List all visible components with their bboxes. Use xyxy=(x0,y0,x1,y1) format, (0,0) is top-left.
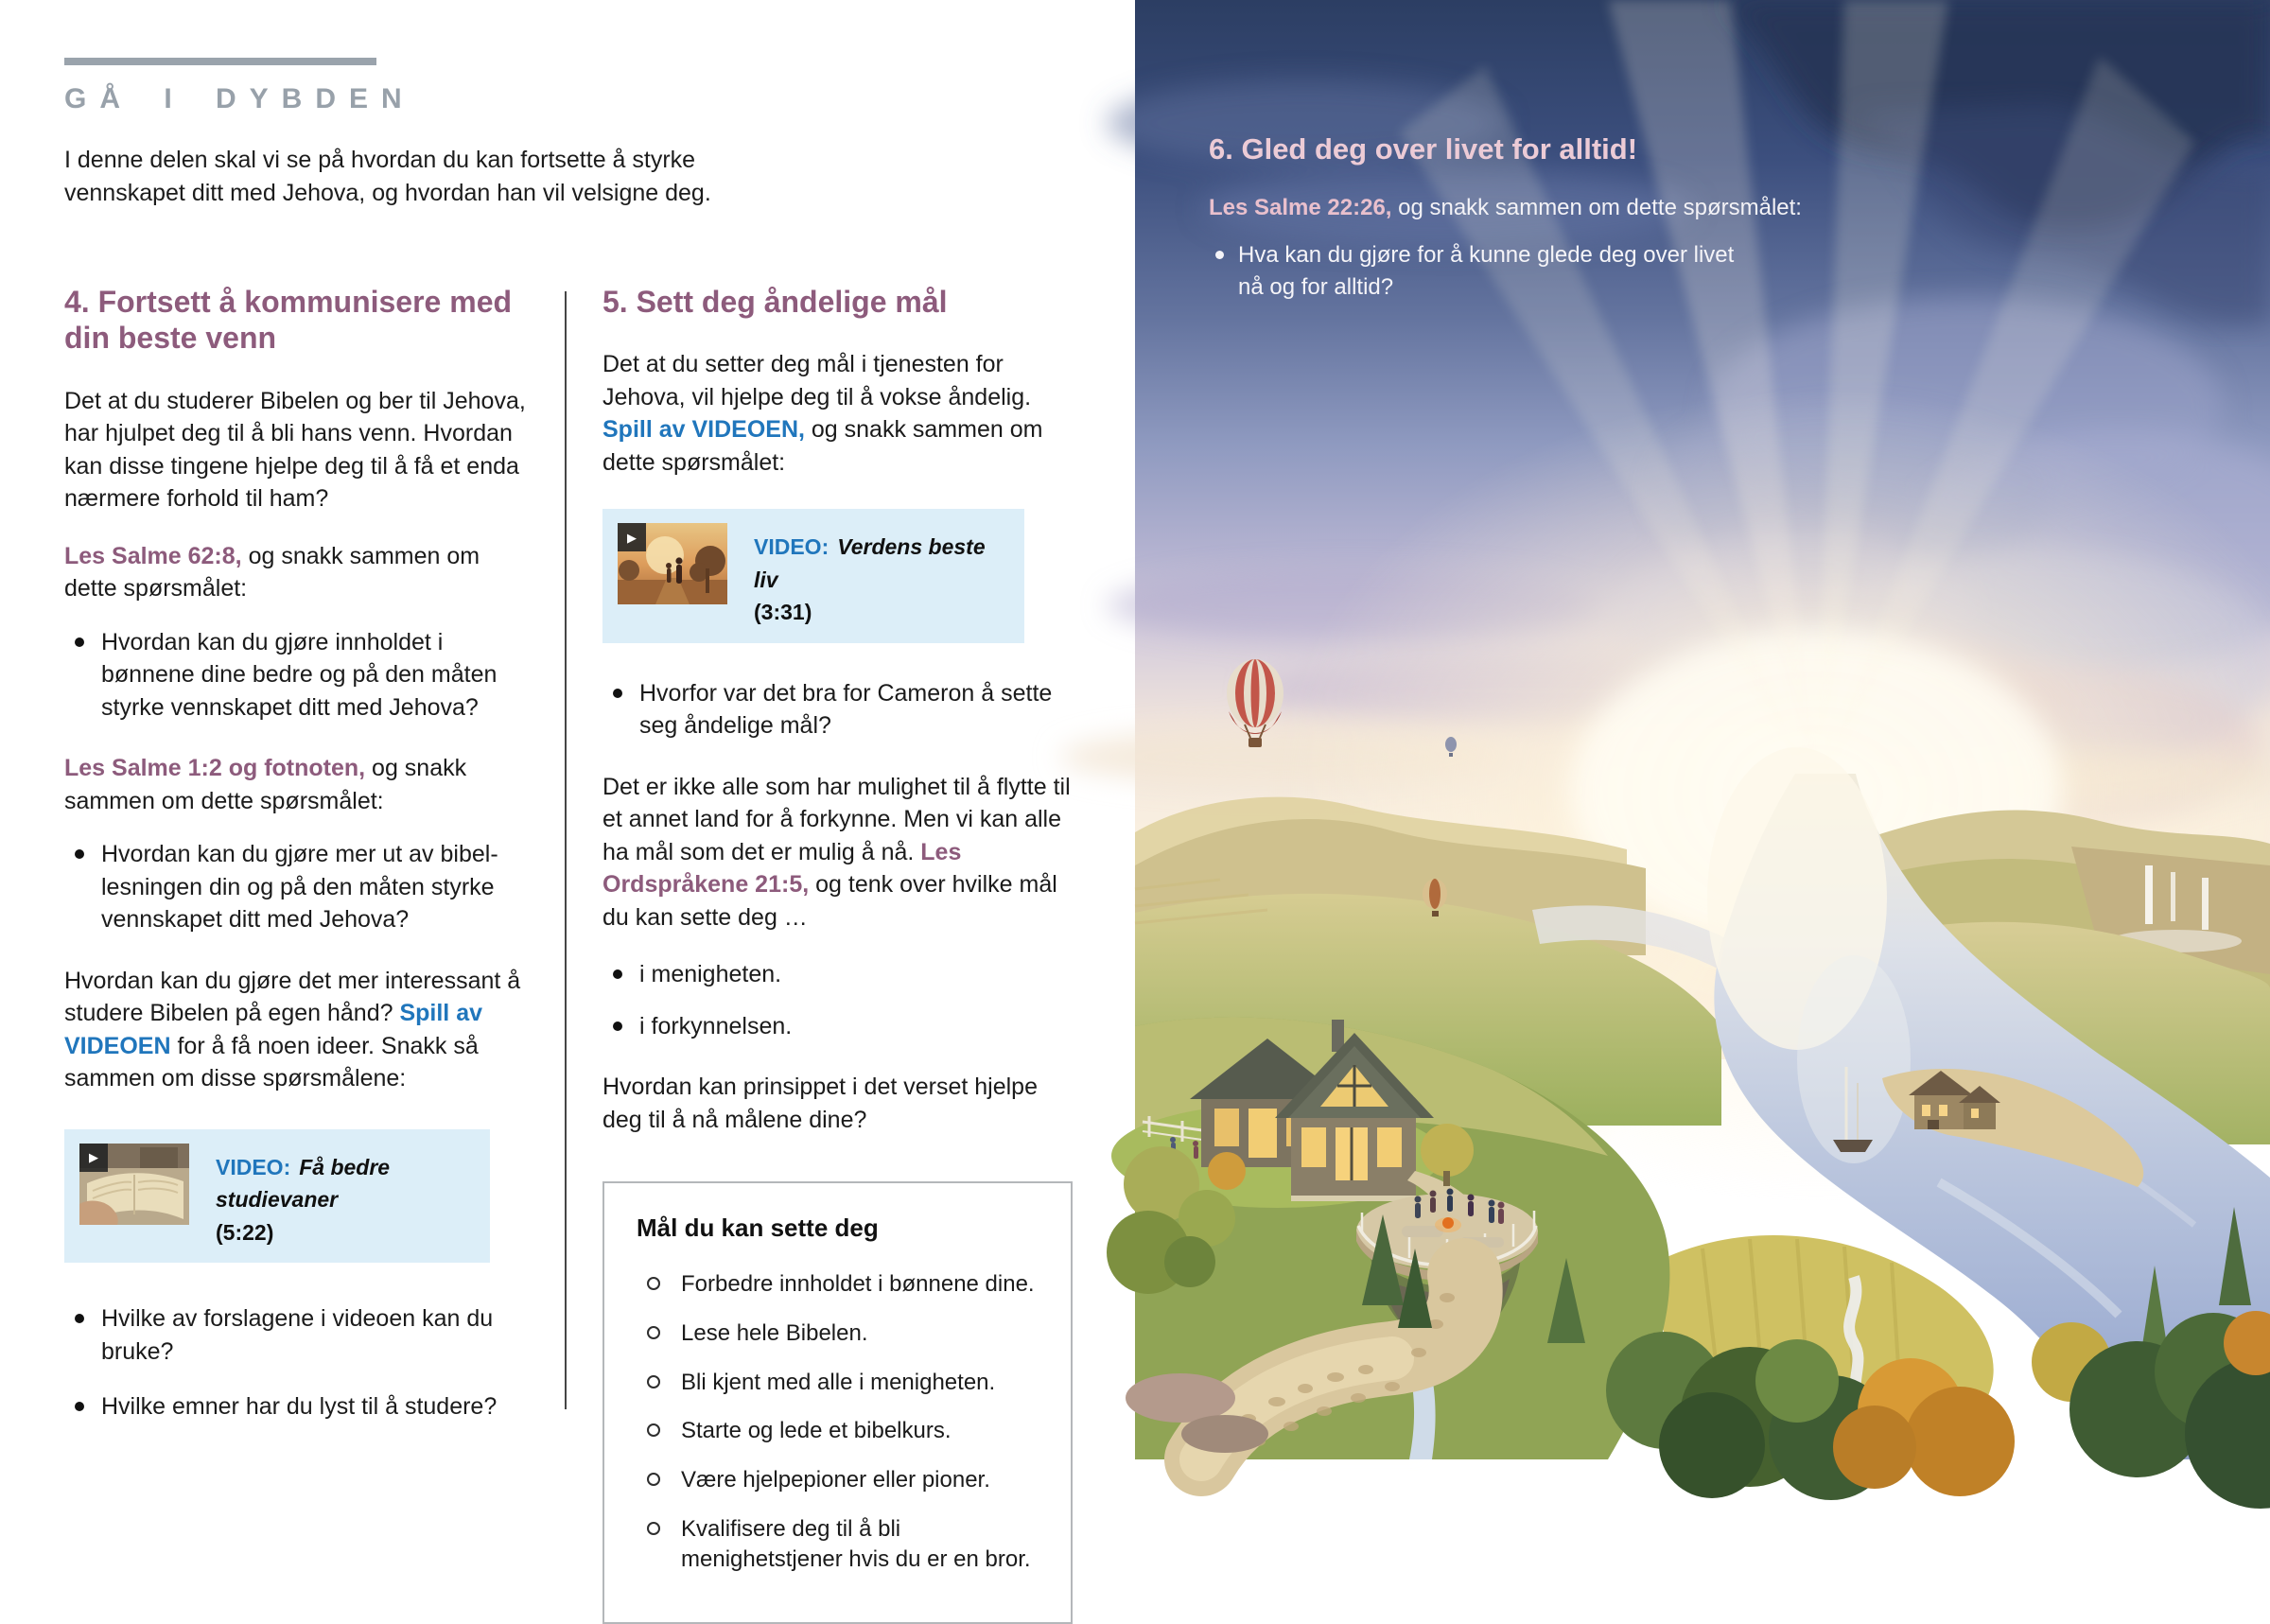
goals-list xyxy=(637,1269,1039,1575)
video-duration: (3:31) xyxy=(754,600,812,625)
question-item: Hva kan du gjøre for å kunne glede deg over livet nå og for alltid? xyxy=(1209,239,1738,304)
right-page-illustration xyxy=(1135,0,2270,1459)
goal-item: Være hjelpepioner eller pioner. xyxy=(637,1465,1039,1496)
goal-item: Starte og lede et bibelkurs. xyxy=(637,1416,1039,1447)
paragraph-text: for å få noen ideer. Snakk så sammen om disse spørsmålene: xyxy=(64,1032,479,1092)
kicker-heading: GÅ I DYBDEN xyxy=(64,83,415,114)
video-thumbnail[interactable] xyxy=(79,1144,189,1225)
video-thumbnail[interactable] xyxy=(618,523,727,604)
video-title: Verdens beste liv xyxy=(754,534,986,592)
goals-box-title: Mål du kan sette deg xyxy=(637,1214,879,1243)
play-icon[interactable]: ▶ xyxy=(79,1144,108,1172)
question-item: Hvorfor var det bra for Cameron å sette seg åndelige mål? xyxy=(602,677,1073,742)
goal-area-item: i forkynnelsen. xyxy=(602,1010,1073,1043)
paragraph-text: Hvordan kan du gjøre det mer interessant å studere Bibelen på egen hånd? xyxy=(64,967,521,1027)
question-list xyxy=(64,1302,532,1423)
video-title: Få bedre studievaner xyxy=(216,1154,391,1213)
scripture-link[interactable]: Les Salme 62:8, xyxy=(64,542,242,569)
section-4-title: 4. Fortsett å kommunisere med din beste venn xyxy=(64,285,513,356)
scripture-link[interactable]: Les Ordspråkene 21:5, xyxy=(602,838,962,899)
section-4-paragraph-2 xyxy=(64,965,532,1095)
paragraph-text: og tenk over hvilke mål du kan sette deg … xyxy=(602,871,1057,931)
question-item: Hvilke av forslagene i videoen kan du bruke? xyxy=(64,1302,532,1368)
question-list xyxy=(64,838,532,936)
video-caption xyxy=(754,523,1009,629)
video-duration: (5:22) xyxy=(216,1219,274,1245)
video-label: VIDEO: xyxy=(754,534,829,560)
read-instruction xyxy=(64,752,532,817)
intro-paragraph: I denne delen skal vi se på hvordan du kan fortsette å styrke vennskapet ditt med Jehova, og hvordan han vil velsigne deg. xyxy=(64,147,711,206)
goal-area-list xyxy=(602,958,1073,1042)
section-5-title: 5. Sett deg åndelige mål xyxy=(602,285,948,319)
goal-item: Kvalifisere deg til å bli menighetstjener hvis du er en bror. xyxy=(637,1514,1039,1576)
read-instruction-text: og snakk sammen om dette spørsmålet: xyxy=(1391,195,1802,220)
goals-box xyxy=(602,1181,1073,1623)
section-6-title: 6. Gled deg over livet for alltid! xyxy=(1209,132,1638,166)
two-column-layout xyxy=(64,284,1073,1573)
play-video-link[interactable]: Spill av VIDEOEN, xyxy=(602,416,805,444)
question-item: Hvordan kan du gjøre innholdet i bønnene dine bedre og på den måten styrke vennskapet ditt med Jehova? xyxy=(64,626,532,725)
question-item: Hvordan kan du gjøre mer ut av bibellesningen din og på den måten styrke vennskapet ditt med Jehova? xyxy=(64,838,532,936)
video-card-best-life[interactable] xyxy=(602,509,1024,643)
video-label: VIDEO: xyxy=(216,1154,291,1179)
scripture-link[interactable]: Les Salme 1:2 og fotnoten, xyxy=(64,755,366,782)
section-5-paragraph-3: Hvordan kan prinsippet i det verset hjelpe deg til å nå målene dine? xyxy=(602,1074,1038,1133)
section-5-paragraph-1 xyxy=(602,348,1073,479)
left-page xyxy=(0,0,1135,1573)
goal-item: Forbedre innholdet i bønnene dine. xyxy=(637,1269,1039,1301)
question-list xyxy=(64,626,532,725)
section-4 xyxy=(64,284,532,1452)
read-instruction xyxy=(64,540,532,605)
kicker-rule xyxy=(64,58,376,65)
paragraph-text: og snakk sammen om dette spørsmålet: xyxy=(602,416,1043,476)
play-video-link[interactable]: Spill av VIDEOEN xyxy=(64,1000,483,1059)
read-instruction xyxy=(1209,192,1814,224)
goal-item: Bli kjent med alle i menigheten. xyxy=(637,1368,1039,1399)
goal-item: Lese hele Bibelen. xyxy=(637,1318,1039,1350)
section-6 xyxy=(1209,132,1814,304)
scripture-link[interactable]: Les Salme 22:26, xyxy=(1209,195,1392,220)
play-icon[interactable]: ▶ xyxy=(618,523,646,551)
video-card-study-habits[interactable] xyxy=(64,1129,490,1264)
question-list xyxy=(602,677,1073,742)
question-list xyxy=(1209,239,1738,304)
video-caption xyxy=(216,1144,475,1249)
section-4-paragraph-1: Det at du studerer Bibelen og ber til Jehova, har hjulpet deg til å bli hans venn. Hvordan kan disse tingene hjelpe deg til å få et enda nærmere forhold til ham? xyxy=(64,387,526,513)
section-5-paragraph-2 xyxy=(602,771,1073,934)
paragraph-text: Det at du setter deg mål i tjenesten for Jehova, vil hjelpe deg til å vokse åndelig. xyxy=(602,351,1032,410)
question-item: Hvilke emner har du lyst til å studere? xyxy=(64,1390,532,1423)
goal-area-item: i menigheten. xyxy=(602,958,1073,991)
paragraph-text: Det er ikke alle som har mulighet til å flytte til et annet land for å forkynne. Men vi kan alle ha mål som det er mulig å nå. xyxy=(602,773,1071,865)
read-instruction-text: og snakk sammen om dette spørsmålet: xyxy=(64,542,480,602)
column-divider xyxy=(565,291,567,1409)
section-5 xyxy=(602,284,1073,1624)
read-instruction-text: og snakk sammen om dette spørsmålet: xyxy=(64,755,467,814)
